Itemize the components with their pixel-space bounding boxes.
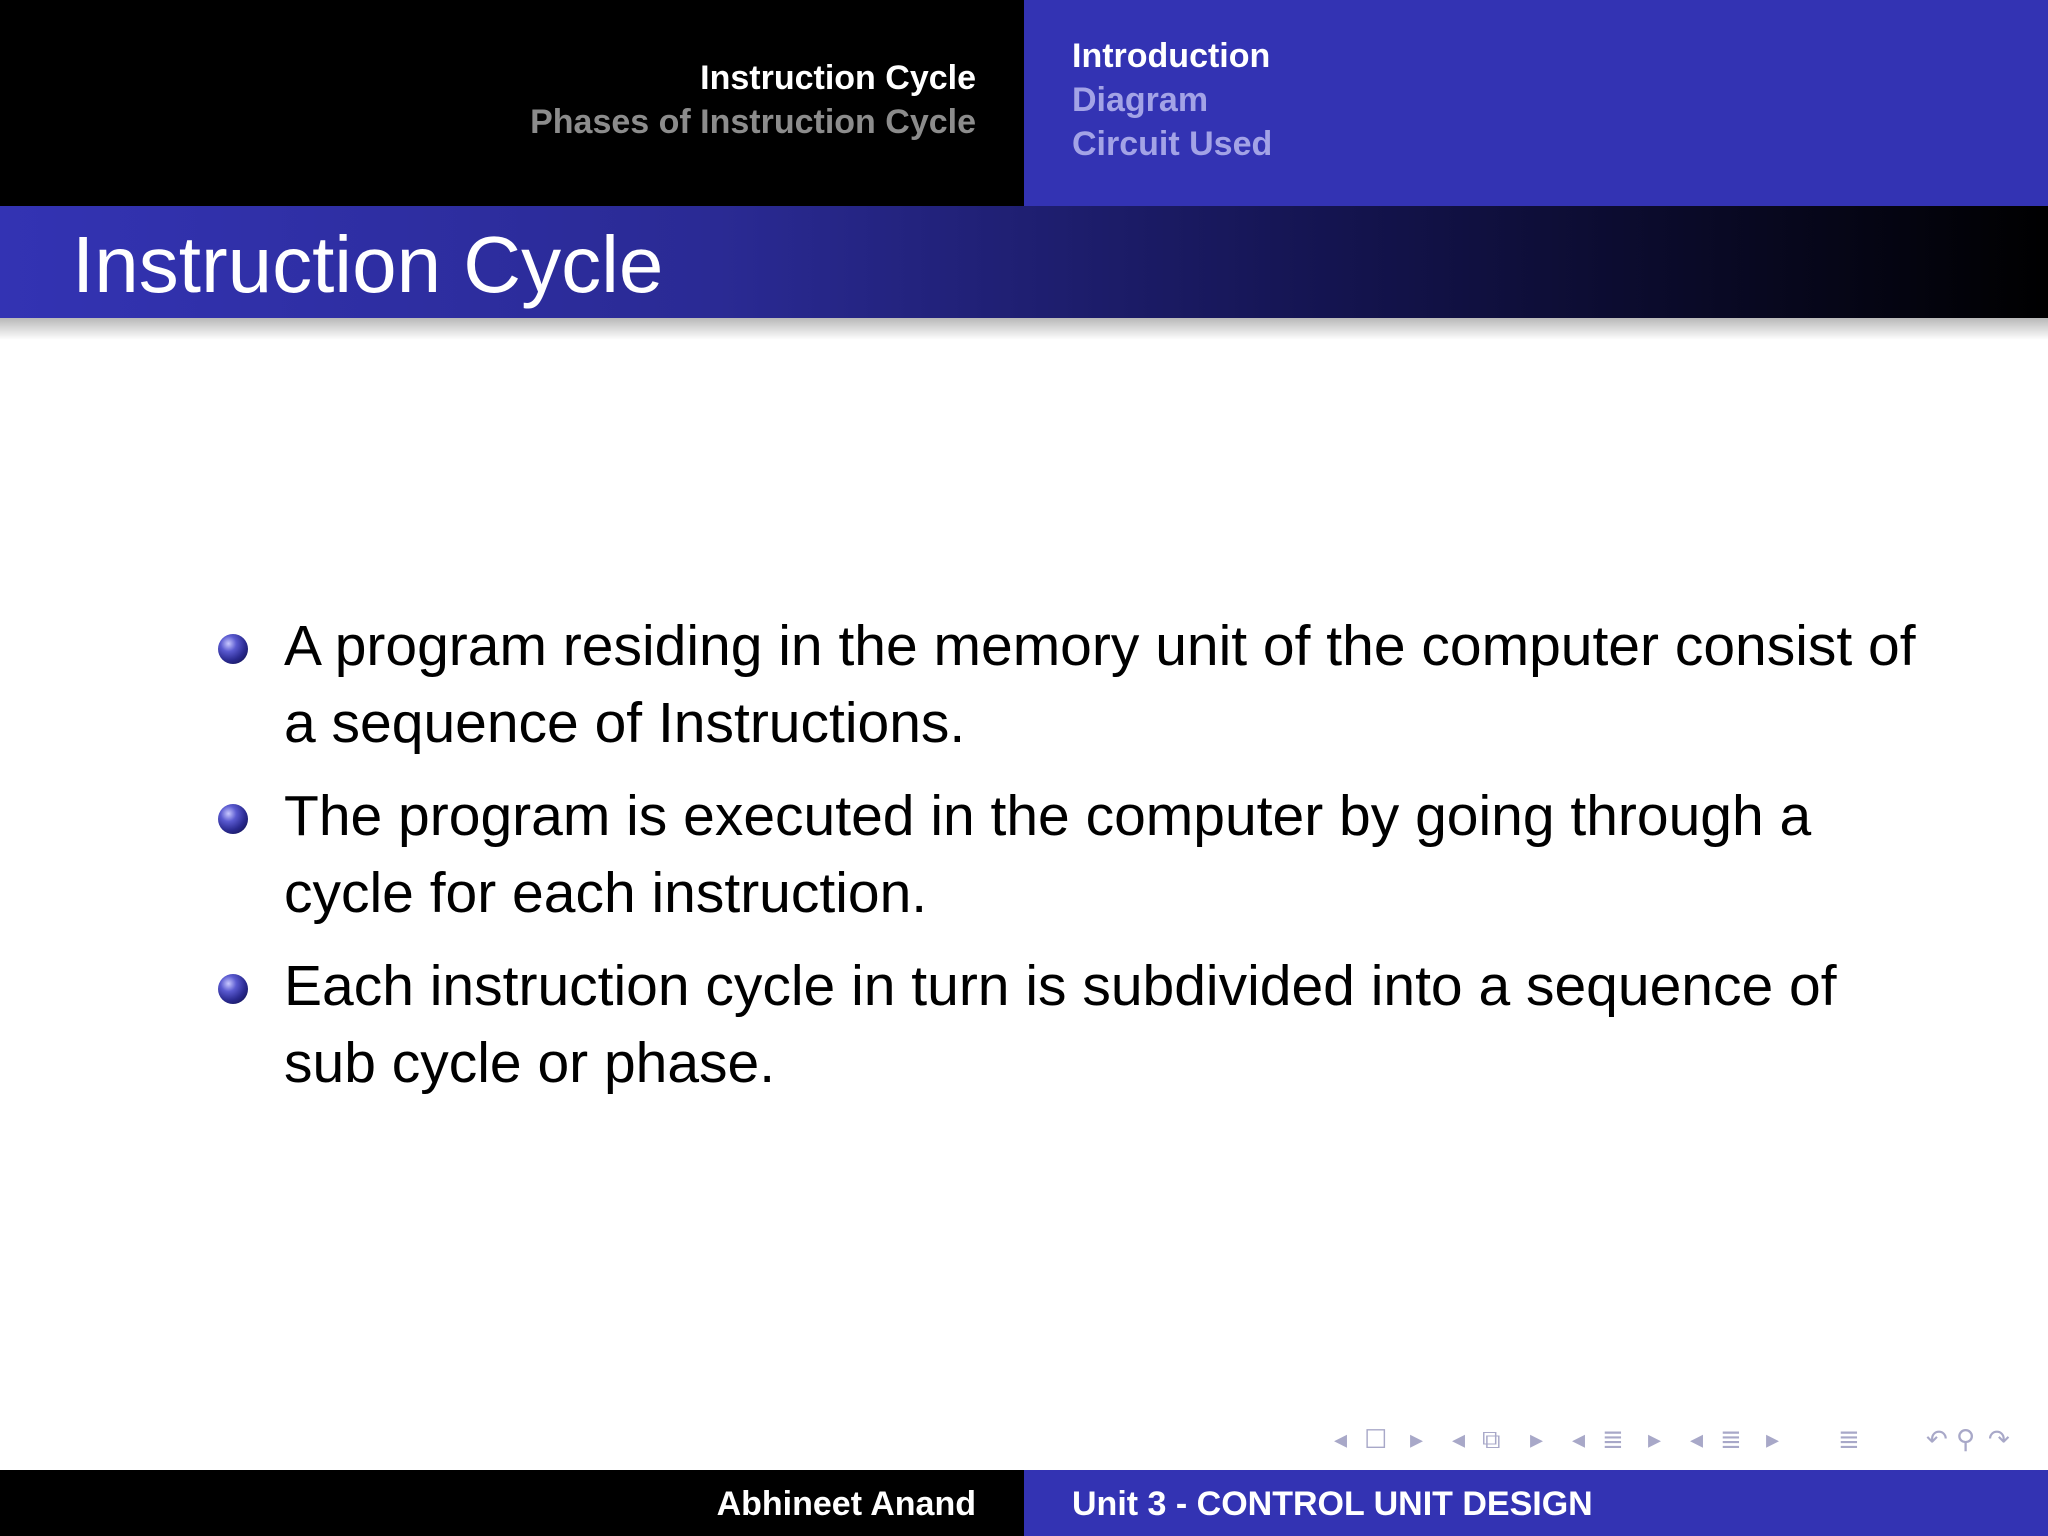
subsection-navigation (1072, 34, 1272, 166)
presentation-next-arrow-icon[interactable]: ▸ (1766, 1424, 1780, 1454)
bullet-ball-icon (218, 634, 248, 664)
appendix-nav-icon[interactable]: ≣ (1838, 1424, 1860, 1454)
forward-icon[interactable]: ↷ (1988, 1424, 2010, 1454)
bullet-item (218, 778, 1918, 932)
bullet-ball-icon (218, 804, 248, 834)
headline-sections (0, 0, 1024, 206)
subsection-nav-icon[interactable]: ⧉ (1482, 1424, 1501, 1454)
bullet-text: The program is executed in the computer by going through a cycle for each instruction. (284, 784, 1812, 925)
bullet-text: Each instruction cycle in turn is subdivided into a sequence of sub cycle or phase. (284, 954, 1837, 1095)
footline-author: Abhineet Anand (716, 1485, 976, 1523)
bullet-list (218, 608, 1918, 1102)
section-link-phases[interactable]: Phases of Instruction Cycle (530, 103, 976, 141)
subsection-link-introduction[interactable]: Introduction (1072, 37, 1271, 75)
navigation-symbols (1330, 1424, 2030, 1460)
section-prev-arrow-icon[interactable]: ◂ (1572, 1424, 1586, 1454)
subsection-link-diagram[interactable]: Diagram (1072, 81, 1209, 119)
subsection-link-circuit-used[interactable]: Circuit Used (1072, 125, 1273, 163)
presentation-prev-arrow-icon[interactable]: ◂ (1690, 1424, 1704, 1454)
frame-nav-icon[interactable]: ☐ (1364, 1424, 1388, 1454)
headline-subsections (1024, 0, 2048, 206)
slide-content (218, 608, 1918, 1118)
frame-title-shadow (0, 318, 2048, 340)
search-icon[interactable]: ⚲ (1956, 1424, 1976, 1454)
headline (0, 0, 2048, 206)
frame-prev-arrow-icon[interactable]: ◂ (1334, 1424, 1348, 1454)
footline-title-box (1024, 1470, 2048, 1536)
frame-next-arrow-icon[interactable]: ▸ (1410, 1424, 1424, 1454)
section-navigation (530, 56, 976, 144)
frame-title-bar (0, 206, 2048, 318)
subsection-next-arrow-icon[interactable]: ▸ (1530, 1424, 1544, 1454)
footline-title: Unit 3 - CONTROL UNIT DESIGN (1072, 1485, 1593, 1523)
section-link-instruction-cycle[interactable]: Instruction Cycle (700, 59, 976, 97)
section-next-arrow-icon[interactable]: ▸ (1648, 1424, 1662, 1454)
section-nav-icon[interactable]: ≣ (1602, 1424, 1624, 1454)
bullet-ball-icon (218, 974, 248, 1004)
bullet-item (218, 608, 1918, 762)
presentation-nav-icon[interactable]: ≣ (1720, 1424, 1742, 1454)
footline-author-box (0, 1470, 1024, 1536)
back-icon[interactable]: ↶ (1926, 1424, 1948, 1454)
bullet-text: A program residing in the memory unit of the computer consist of a sequence of Instructions. (284, 614, 1916, 755)
frame-title: Instruction Cycle (72, 220, 664, 309)
footline (0, 1470, 2048, 1536)
subsection-prev-arrow-icon[interactable]: ◂ (1452, 1424, 1466, 1454)
bullet-item (218, 948, 1918, 1102)
